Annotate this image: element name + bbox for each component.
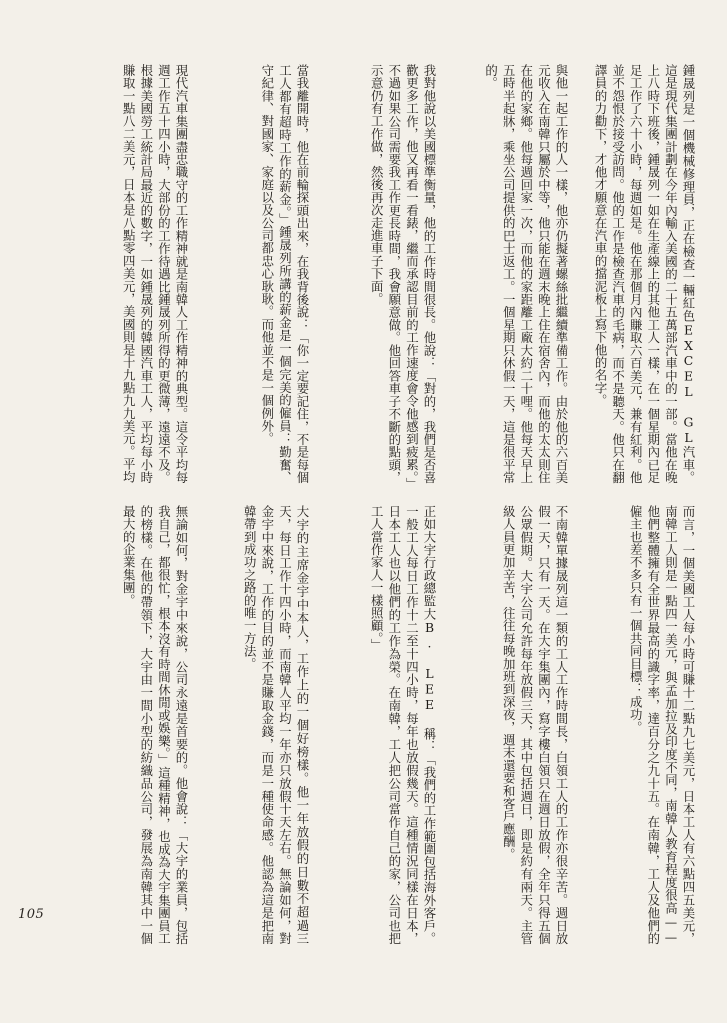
text-column-top-5: 現代汽車集團盡忠職守的工作精神就是南韓人工作精神的典型。這令平均每週工作五十四小時，大部份的工作待遇比鍾晟列所得的更微薄，遠遠不及。根據美國勞工統計局最近的數字，一如鍾晟列的韓國汽車工人，平均每小時賺取一點八二美元，日本是八點零四美元，美國則是十九點九九美元。平均 (121, 64, 189, 484)
text-column-bottom-3: 正如大宇行政總監大B. LEE 稱：「我們的工作範圍包括海外客戶。一般工人每日工作十二至十四小時，每年也放假幾天。這種情況同樣在日本，日本工人也以他們的工作為榮。在南韓，工人把公司當作自己的家，公司也把工人當作家人一樣照顧。」 (369, 505, 437, 945)
text-column-top-1: 鍾晟列是一個機械修理員，正在檢查一輛紅色EXCEL GL汽車。這是現代集團計劃在今年內輸入美國的二十五萬部汽車中的一部。當他在晚上八時下班後，鍾晟列一如在生產線上的其他工人一樣，在一個星期內已足足工作了六十小時，每週如是。他在那個月內賺取六百美元，兼有紅利。他並不怨恨於接受訪問。他的工作是檢查汽車的毛病，而不是聽天。他只在翻譯員的力勸下，才他才願意在汽車的擋泥板上寫下他的名字。 (593, 64, 696, 484)
text-column-bottom-5: 無論如何，對金宇中來說，公司永遠是首要的。他會說：「大宇的業員，包括我自己，都很忙，根本沒有時間休閒或娛樂。」這種精神，也成為大宇集團員工的榜樣。在他的帶領下，大宇由一間小型的紡織品公司，發展為南韓其中一個最大的企業集團。 (121, 505, 189, 945)
page-number: 105 (18, 907, 45, 922)
text-column-bottom-1: 而言，一個美國工人每小時可賺十二點九七美元，日本工人有六點四五美元，南韓工人則是一點四一美元，與孟加拉及印度不同，南韓人教育程度很高——他們整體擁有全世界最高的識字率，達百分之九十五。在南韓，工人及他們的僱主也差不多只有一個共同目標：成功。 (628, 505, 696, 945)
text-column-top-4: 當我離開時，他在前輪探頭出來，在我背後說：「你一定要記住，不是每個工人都有超時工作的薪金。」鍾晟列所講的薪金是一個完美的僱員：勤奮、守紀律、對國家、家庭以及公司都忠心耿耿。而他並不是一個例外。 (259, 64, 310, 484)
text-column-bottom-4: 大宇的主席金宇中本人，工作上的一個好榜樣。他一年放假的日數不超過三天，每日工作十四小時，而南韓人平均一年亦只放假十天左右。無論如何，對金宇中來說，工作的目的並不是賺取金錢，而是一種使命感。他認為這是把南韓帶到成功之路的唯一方法。 (242, 505, 310, 945)
text-column-top-3: 我對他說以美國標準衡量，他的工作時間很長。他說：「對的，我們是否喜歡更多工作，他又再看一看錶，繼而承認目前的工作速度會令他感到疲累。」不過如果公司需要我工作更長時間，我會願意做。他回答車子不斷的點頭，示意仍有工作做，然後再次走進車子下面。 (369, 64, 437, 484)
text-column-bottom-2: 不南韓單據晟列這一類的工人工作時間長，白領工人的工作亦很辛苦。週日放假一天，只有一天。在大宇集團內，寫字樓白領只在週日放假，全年只得五個公眾假期。大宇公司允許每年放假三天，其中包括週日，即是約有兩天。主管級人員更加辛苦，往往每晚加班到深夜，週末還要和客戶應酬。 (501, 505, 569, 945)
text-column-top-2: 與他一起工作的人一樣，他亦仍擬著螺絲批繼續準備工作。由於他的六百美元收入在南韓只屬於中等，他只能在週末晚上住在宿舍內，而他的太太則住在他的家鄉。他每週回家一次，而他的家距離工廠大約二十哩。他每天早上五時半起牀，乘坐公司提供的巴士返工。一個星期只休假一天，這是很平常的。 (483, 64, 569, 484)
